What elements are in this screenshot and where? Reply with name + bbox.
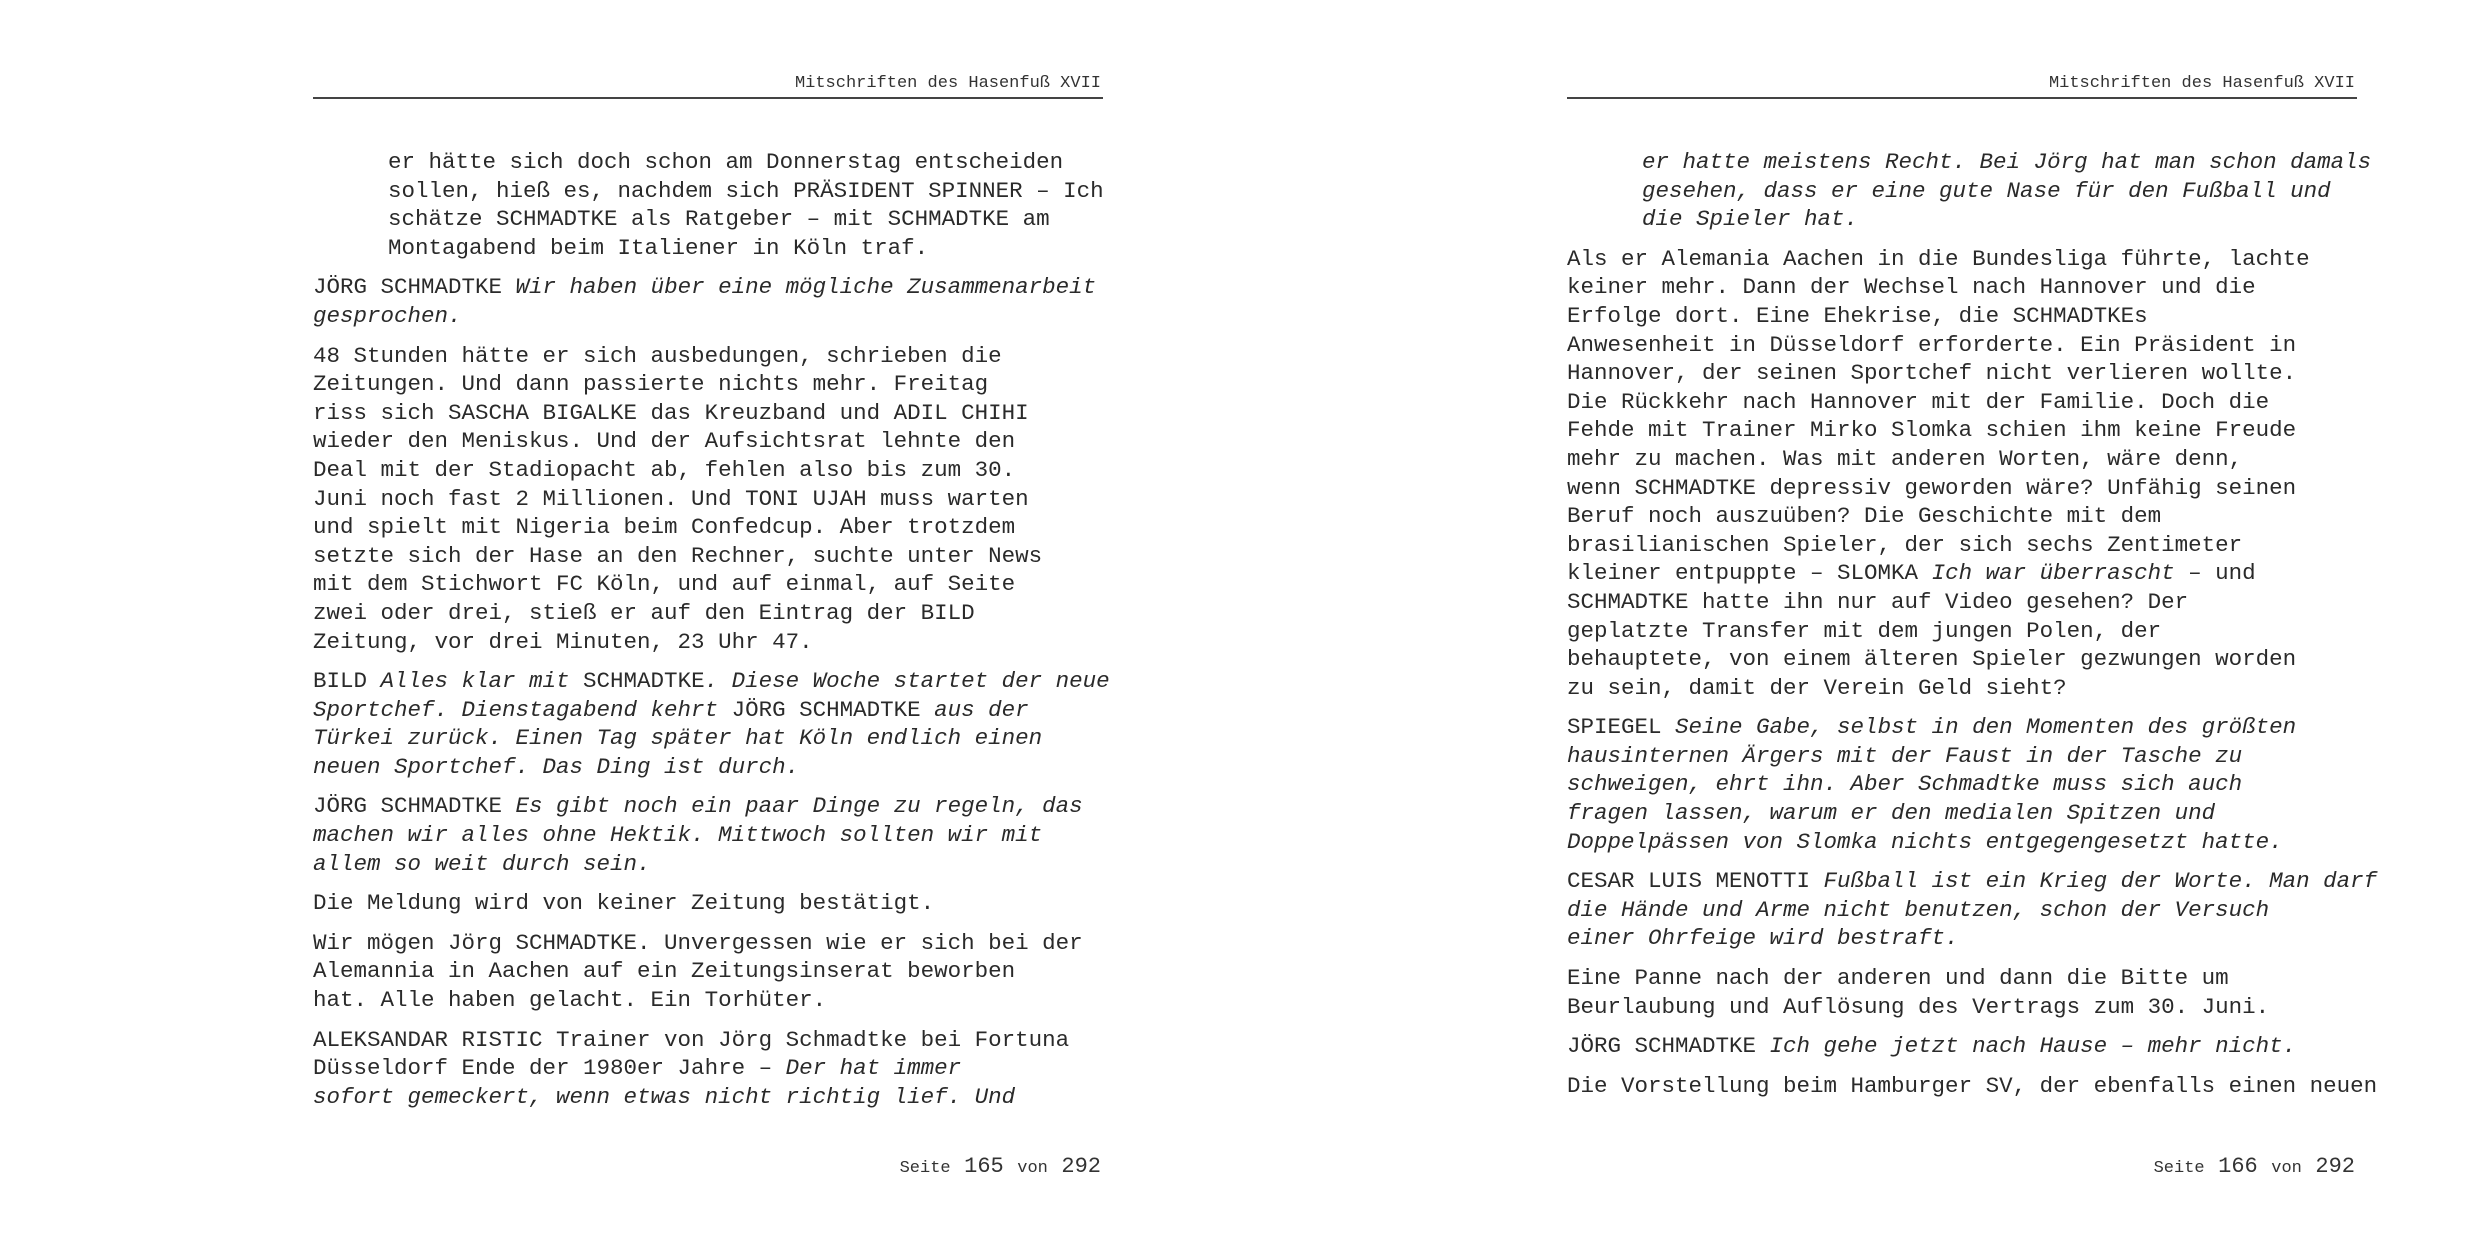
italic-quote-segment: die Hände und Arme nicht benutzen, schon der Versuch bbox=[1567, 896, 2270, 923]
italic-quote-segment: neuen Sportchef. Das Ding ist durch. bbox=[313, 753, 800, 780]
page-number-footer bbox=[900, 1152, 1101, 1184]
text-line bbox=[313, 889, 1103, 918]
page-of-label: von bbox=[2271, 1159, 2302, 1178]
paragraph bbox=[1567, 867, 2378, 953]
text-line bbox=[388, 205, 1103, 234]
text-line bbox=[1567, 331, 2357, 360]
text-line bbox=[1567, 770, 2357, 799]
text-line bbox=[313, 1026, 1103, 1055]
text-line bbox=[1567, 993, 2357, 1022]
italic-quote-segment: die Spieler hat. bbox=[1642, 206, 1859, 233]
header-rule bbox=[313, 97, 1103, 99]
text-line bbox=[1567, 388, 2357, 417]
italic-quote-segment: fragen lassen, warum er den medialen Spitzen und bbox=[1567, 800, 2216, 827]
text-segment: Fehde mit Trainer Mirko Slomka schien ihm keine Freude bbox=[1567, 417, 2297, 444]
paragraph bbox=[1567, 964, 2357, 1021]
paragraph bbox=[313, 667, 1110, 781]
italic-quote-segment: Sportchef. Dienstagabend kehrt bbox=[313, 696, 719, 723]
text-segment: geplatzte Transfer mit dem jungen Polen, der bbox=[1567, 617, 2162, 644]
text-segment: Beruf noch auszuüben? Die Geschichte mit dem bbox=[1567, 503, 2162, 530]
text-segment: Eine Panne nach der anderen und dann die Bitte um bbox=[1567, 965, 2229, 992]
text-line bbox=[313, 456, 1103, 485]
text-segment: JÖRG SCHMADTKE bbox=[313, 793, 516, 820]
page-body bbox=[313, 148, 1110, 1179]
text-segment: mehr zu machen. Was mit anderen Worten, wäre denn, bbox=[1567, 445, 2243, 472]
text-segment: setzte sich der Hase an den Rechner, suchte unter News bbox=[313, 542, 1043, 569]
text-segment: Anwesenheit in Düsseldorf erforderte. Ein Präsident in bbox=[1567, 331, 2297, 358]
text-line bbox=[313, 342, 1103, 371]
text-segment: Wir mögen Jörg SCHMADTKE. Unvergessen wie er sich bei der bbox=[313, 929, 1083, 956]
text-segment: brasilianischen Spieler, der sich sechs Zentimeter bbox=[1567, 531, 2243, 558]
text-line bbox=[313, 427, 1103, 456]
text-line bbox=[313, 821, 1103, 850]
text-segment: Die Vorstellung beim Hamburger SV, der ebenfalls einen neuen bbox=[1567, 1072, 2378, 1099]
text-segment: Als er Alemania Aachen in die Bundesliga führte, lachte bbox=[1567, 245, 2310, 272]
text-segment: zu sein, damit der Verein Geld sieht? bbox=[1567, 674, 2067, 701]
italic-quote-segment: Ich war überrascht bbox=[1931, 560, 2175, 587]
text-line bbox=[1567, 559, 2357, 588]
text-segment: behauptete, von einem älteren Spieler gezwungen worden bbox=[1567, 646, 2297, 673]
italic-quote-segment: Alles klar mit bbox=[380, 668, 570, 695]
text-line bbox=[313, 792, 1103, 821]
text-segment: zwei oder drei, stieß er auf den Eintrag der BILD bbox=[313, 599, 975, 626]
text-line bbox=[313, 399, 1103, 428]
page-body bbox=[1567, 148, 2378, 1179]
text-line bbox=[1567, 867, 2378, 896]
paragraph bbox=[313, 889, 1103, 918]
italic-quote-segment: gesprochen. bbox=[313, 302, 462, 329]
text-line bbox=[1567, 924, 2357, 953]
italic-quote-segment: Wir haben über eine mögliche Zusammenarbeit bbox=[515, 274, 1097, 301]
text-line bbox=[313, 696, 1103, 725]
header-rule bbox=[1567, 97, 2357, 99]
text-line bbox=[313, 957, 1103, 986]
paragraph bbox=[1567, 1072, 2378, 1101]
text-line bbox=[313, 986, 1103, 1015]
text-line bbox=[313, 1054, 1103, 1083]
text-segment: kleiner entpuppte – SLOMKA bbox=[1567, 560, 1932, 587]
italic-quote-segment: aus der bbox=[934, 696, 1029, 723]
page-of-label: von bbox=[1017, 1159, 1048, 1178]
running-header: Mitschriften des Hasenfuß XVII bbox=[794, 74, 1101, 93]
italic-quote-segment: . Diese Woche startet der neue bbox=[704, 668, 1110, 695]
text-segment: mit dem Stichwort FC Köln, und auf einmal, auf Seite bbox=[313, 571, 1016, 598]
text-segment: Juni noch fast 2 Millionen. Und TONI UJAH muss warten bbox=[313, 485, 1029, 512]
text-line bbox=[1567, 674, 2357, 703]
italic-quote-segment: Türkei zurück. Einen Tag später hat Köln endlich einen bbox=[313, 725, 1043, 752]
paragraph bbox=[313, 273, 1103, 330]
page-number: 165 bbox=[964, 1154, 1004, 1179]
italic-quote-segment: Der hat immer bbox=[785, 1055, 962, 1082]
page-total: 292 bbox=[2315, 1154, 2355, 1179]
paragraph bbox=[1567, 1032, 2357, 1061]
text-line bbox=[313, 724, 1103, 753]
text-line bbox=[388, 148, 1103, 177]
text-segment: 48 Stunden hätte er sich ausbedungen, schrieben die bbox=[313, 342, 1002, 369]
italic-quote-segment: sofort gemeckert, wenn etwas nicht richtig lief. Und bbox=[313, 1083, 1016, 1110]
text-line bbox=[1567, 799, 2357, 828]
text-line bbox=[313, 570, 1103, 599]
text-line bbox=[1567, 531, 2357, 560]
text-line bbox=[1567, 502, 2357, 531]
text-segment: wenn SCHMADTKE depressiv geworden wäre? Unfähig seinen bbox=[1567, 474, 2297, 501]
italic-quote-segment: er hatte meistens Recht. Bei Jörg hat man schon damals bbox=[1642, 149, 2372, 175]
text-segment: Düsseldorf Ende der 1980er Jahre – bbox=[313, 1055, 786, 1082]
text-line bbox=[1567, 1032, 2357, 1061]
text-segment: BILD bbox=[313, 668, 381, 695]
text-line bbox=[388, 177, 1103, 206]
text-segment: CESAR LUIS MENOTTI bbox=[1567, 868, 1824, 895]
italic-quote-segment: schweigen, ehrt ihn. Aber Schmadtke muss sich auch bbox=[1567, 771, 2243, 798]
text-segment: Beurlaubung und Auflösung des Vertrags zum 30. Juni. bbox=[1567, 993, 2270, 1020]
paragraph bbox=[313, 342, 1103, 657]
text-line bbox=[1567, 273, 2357, 302]
page-label: Seite bbox=[2153, 1159, 2205, 1178]
paragraph bbox=[1567, 245, 2357, 703]
text-segment: riss sich SASCHA BIGALKE das Kreuzband und ADIL CHIHI bbox=[313, 399, 1029, 426]
text-segment: Deal mit der Stadiopacht ab, fehlen also bis zum 30. bbox=[313, 456, 1016, 483]
page-label: Seite bbox=[899, 1159, 951, 1178]
text-segment: JÖRG SCHMADTKE bbox=[313, 274, 516, 301]
text-line bbox=[1567, 474, 2357, 503]
text-line bbox=[1567, 1072, 2378, 1101]
text-line bbox=[1567, 302, 2357, 331]
text-segment: ALEKSANDAR RISTIC Trainer von Jörg Schmadtke bei Fortuna bbox=[313, 1026, 1070, 1053]
text-line bbox=[313, 370, 1103, 399]
text-line bbox=[313, 513, 1103, 542]
text-segment: wieder den Meniskus. Und der Aufsichtsrat lehnte den bbox=[313, 428, 1016, 455]
text-segment: SPIEGEL bbox=[1567, 714, 1676, 741]
text-segment: Alemannia in Aachen auf ein Zeitungsinserat beworben bbox=[313, 958, 1016, 985]
text-line bbox=[313, 1083, 1103, 1112]
text-line bbox=[1642, 205, 2357, 234]
text-segment: er hätte sich doch schon am Donnerstag entscheiden bbox=[388, 149, 1064, 175]
text-segment: Zeitungen. Und dann passierte nichts mehr. Freitag bbox=[313, 371, 989, 398]
text-segment: sollen, hieß es, nachdem sich PRÄSIDENT SPINNER – Ich bbox=[388, 177, 1104, 204]
left-page bbox=[313, 0, 1110, 1240]
text-line bbox=[313, 599, 1103, 628]
text-line bbox=[313, 929, 1103, 958]
paragraph bbox=[313, 1026, 1103, 1112]
text-segment: Die Rückkehr nach Hannover mit der Familie. Doch die bbox=[1567, 388, 2270, 415]
text-line bbox=[1567, 828, 2357, 857]
italic-quote-segment: hausinternen Ärgers mit der Faust in der Tasche zu bbox=[1567, 742, 2243, 769]
text-line bbox=[1567, 742, 2357, 771]
right-page bbox=[1567, 0, 2378, 1240]
page-number-footer bbox=[2154, 1152, 2355, 1184]
text-segment: Hannover, der seinen Sportchef nicht verlieren wollte. bbox=[1567, 360, 2297, 387]
text-line bbox=[1642, 177, 2357, 206]
italic-quote-segment: gesehen, dass er eine gute Nase für den Fußball und bbox=[1642, 177, 2331, 204]
page-total: 292 bbox=[1061, 1154, 1101, 1179]
text-line bbox=[1567, 645, 2357, 674]
text-line bbox=[313, 273, 1103, 302]
text-line bbox=[1567, 964, 2357, 993]
text-line bbox=[313, 302, 1103, 331]
text-segment: JÖRG SCHMADTKE bbox=[718, 696, 935, 723]
text-segment: und spielt mit Nigeria beim Confedcup. Aber trotzdem bbox=[313, 514, 1016, 541]
italic-quote-segment: Ich gehe jetzt nach Hause – mehr nicht. bbox=[1769, 1033, 2297, 1060]
text-segment: keiner mehr. Dann der Wechsel nach Hannover und die bbox=[1567, 274, 2256, 301]
text-line bbox=[1567, 359, 2357, 388]
paragraph bbox=[313, 792, 1103, 878]
text-line bbox=[313, 850, 1103, 879]
paragraph bbox=[313, 929, 1103, 1015]
text-segment: – und bbox=[2174, 560, 2256, 587]
text-line bbox=[313, 753, 1103, 782]
italic-quote-segment: Seine Gabe, selbst in den Momenten des größten bbox=[1675, 714, 2297, 741]
continued-paragraph bbox=[313, 148, 1103, 262]
text-line bbox=[1567, 713, 2357, 742]
page-number: 166 bbox=[2218, 1154, 2258, 1179]
text-segment: JÖRG SCHMADTKE bbox=[1567, 1033, 1770, 1060]
text-line bbox=[388, 234, 1103, 263]
text-segment: SCHMADTKE bbox=[569, 668, 705, 695]
text-line bbox=[1567, 245, 2357, 274]
text-line bbox=[1567, 588, 2357, 617]
text-segment: SCHMADTKE hatte ihn nur auf Video gesehen? Der bbox=[1567, 588, 2189, 615]
text-line bbox=[1567, 416, 2357, 445]
continued-paragraph bbox=[1567, 148, 2372, 234]
italic-quote-segment: Fußball ist ein Krieg der Worte. Man darf bbox=[1823, 868, 2378, 895]
italic-quote-segment: einer Ohrfeige wird bestraft. bbox=[1567, 925, 1959, 952]
text-line bbox=[1567, 445, 2357, 474]
text-segment: Zeitung, vor drei Minuten, 23 Uhr 47. bbox=[313, 628, 813, 655]
text-segment: Erfolge dort. Eine Ehekrise, die SCHMADTKEs bbox=[1567, 302, 2148, 329]
running-header: Mitschriften des Hasenfuß XVII bbox=[2048, 74, 2355, 93]
text-segment: Die Meldung wird von keiner Zeitung bestätigt. bbox=[313, 890, 935, 917]
italic-quote-segment: allem so weit durch sein. bbox=[313, 850, 651, 877]
italic-quote-segment: Es gibt noch ein paar Dinge zu regeln, das bbox=[515, 793, 1083, 820]
text-line bbox=[313, 667, 1110, 696]
text-segment: hat. Alle haben gelacht. Ein Torhüter. bbox=[313, 987, 827, 1014]
text-line bbox=[313, 628, 1103, 657]
italic-quote-segment: machen wir alles ohne Hektik. Mittwoch sollten wir mit bbox=[313, 822, 1043, 849]
text-line bbox=[1567, 896, 2357, 925]
paragraph bbox=[1567, 713, 2357, 856]
text-line bbox=[313, 542, 1103, 571]
text-segment: schätze SCHMADTKE als Ratgeber – mit SCHMADTKE am bbox=[388, 206, 1050, 233]
text-line bbox=[1567, 617, 2357, 646]
text-line bbox=[1642, 148, 2372, 177]
italic-quote-segment: Doppelpässen von Slomka nichts entgegengesetzt hatte. bbox=[1567, 828, 2283, 855]
text-segment: Montagabend beim Italiener in Köln traf. bbox=[388, 234, 929, 261]
text-line bbox=[313, 485, 1103, 514]
